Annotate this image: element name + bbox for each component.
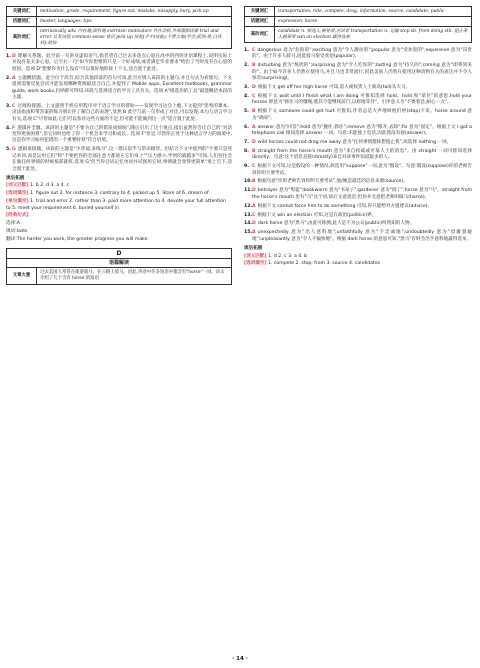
answer-explanation: straight from the horse's mouth 意为"来自权威或可靠人士的消息"。由 straight 一词可推知选择 directly。句意:这个消息直接(directly)来自对该事件知道最多的人。 xyxy=(252,148,472,161)
item-number: 11. xyxy=(244,188,253,194)
classic-sentence xyxy=(6,213,232,219)
item-number: 1. xyxy=(244,48,249,53)
answer-letter: C xyxy=(252,212,256,218)
section-tag: [选词填空] xyxy=(244,261,267,267)
phrase-match xyxy=(244,254,472,260)
section-tag: [经典句式] xyxy=(6,213,29,219)
answer-item xyxy=(244,85,472,91)
vocab-value: intrinsically adv. 内在地;固有地 extrinsic motivators 外在动机,外部激励因素 trial and error 反复试验 common sense 常识 pick up 拾起(手中)技能;(不费力地)学会;获得;染上(疾病);收拾 xyxy=(37,27,232,49)
answer-letter: G xyxy=(12,147,16,153)
answer-explanation: 理解关系题。此空前一句讲及虚拟语气,指者望自己过去多花点心思在高中的西班牙语课程上,说明实际上并没有花太多心思。后空后一句"如今你想要的只是一个好成绩,或者满足毕业要求"给出了当时没有在心思的原因。选项 D"想要你为什么没有"可以很好地衔接上下文,适合置于此处。 xyxy=(12,54,232,72)
answer-letter: B xyxy=(252,179,256,185)
item-number: 8. xyxy=(244,148,249,154)
item-number: 2. xyxy=(6,75,11,81)
vocab-label: 高阶词汇 xyxy=(245,27,275,43)
item-number: 15. xyxy=(244,230,253,236)
answer-explanation: 根据下文可知,这是假设的一种情况,故选用"suppose"一词,意为"假设"。句意:假设(suppose)你的老师告诉你明天要考试。 xyxy=(252,164,472,176)
vocab-row xyxy=(7,27,232,49)
answer-item xyxy=(244,109,472,122)
answer-explanation: dangerous 意为"危险的";exciting 意为"令人激动的";popular 意为"受欢迎的";expensive 意为"昂贵的"。由于许多人骑马,因此骑马很受欢迎(popular)。 xyxy=(252,48,472,60)
answer-explanation: 根据下文 wait until I finish what I am doing 可推知选择 hold。hold 和"拿住"的意思,hold your horses 即意为"抓住马的缰绳,使其不能继续前行,以原地等待"。引申意义为"不要着急,耐心一点"。 xyxy=(252,93,472,106)
right-vocab-table xyxy=(244,6,472,43)
summary-title: 读后拓展 xyxy=(244,246,263,252)
vocab-row xyxy=(245,27,472,43)
answer-letter: A xyxy=(252,203,256,209)
vocab-value: candidate n. 候选人,候补者;应试者 transportation n. 运输 stop sb. from doing sth. 阻止某人做某事 win an election 赢得选举 xyxy=(275,27,472,43)
left-column xyxy=(6,6,232,285)
answer-item xyxy=(244,48,472,61)
answer-letter: C xyxy=(252,164,256,170)
item-number: 4. xyxy=(244,93,249,99)
guide-table xyxy=(6,267,232,285)
classic-line: 选择:A xyxy=(6,221,20,227)
answer-letter: C xyxy=(252,93,256,99)
answer-letter: D xyxy=(252,139,256,145)
vocab-label: 话题词汇 xyxy=(7,17,37,27)
vocab-value: transportation, ride, compete, drag, information, source, candidate, public xyxy=(275,7,472,17)
part-heading: D xyxy=(6,248,232,258)
phrase-match xyxy=(6,183,232,189)
vocab-row xyxy=(7,17,232,27)
answer-explanation: 逻辑补全题。该段的主题是"不要为自己的错误而烦恼",随后引出了这个观点,指出虽然你会让自己的"对话变得更加困难",但它同时也给了你一个机会来学习和成长。选项 F"但是,尽管你正处于这种语言学习的困境中,这是你学习如何犯错的一个重要时刻"符合语境。 xyxy=(12,125,232,144)
vocab-value: master, languages, tips xyxy=(37,17,232,27)
answer-item xyxy=(244,188,472,201)
item-number: 2. xyxy=(244,63,249,69)
answer-explanation: 根据下文 get off her high horse 可知,富人或权贵人士骑高(tall)头大马。 xyxy=(257,85,411,91)
phrase-match-answers: 1. d 2. c 3. a 4. b xyxy=(268,253,307,259)
answer-letter: D xyxy=(252,221,256,227)
answer-letter: F xyxy=(12,125,16,131)
item-number: 3. xyxy=(6,103,11,109)
answer-item xyxy=(244,204,472,210)
answer-letter: A xyxy=(252,230,256,236)
fill-blank xyxy=(244,261,472,267)
sentence-fill xyxy=(6,199,232,212)
answer-explanation: 根据句意"你的老师告诉你明天要考试",他/她是最佳的信息来源(source)。 xyxy=(257,179,408,185)
answer-letter: D xyxy=(12,54,16,59)
answer-letter: B xyxy=(252,109,256,115)
section-tag: [词义匹配] xyxy=(244,253,267,259)
item-number: 9. xyxy=(244,164,249,170)
vocab-row xyxy=(245,7,472,17)
fill-blank xyxy=(6,191,232,197)
answer-explanation: answer 意为"回答";hold 意为"握住,抓住";remove 意为"移开,去除";fix 意为"固定"。根据上文 I got a telephone call 推知选择 answer 一词。句意:未能接上电话,因此我没有接(answer)。 xyxy=(252,124,472,136)
vocab-label: 关键词汇 xyxy=(245,7,275,17)
guide-text: 过去美国人常常在街道骑马、在公路上骑马。因此,英语中许多短语中都含有"horse"一词。该文介绍了几个含有 horse 的短语 xyxy=(37,267,232,284)
answer-explanation: 根据下文 cannot force him to do something 可知,你只能给对方提建议(advice)。 xyxy=(257,203,433,209)
left-vocab-table xyxy=(6,6,232,49)
vocab-value: motivation, grade, requirement, figure out, mistake, misapply, bury, pick up xyxy=(37,7,232,17)
item-number: 4. xyxy=(6,125,11,131)
section-tag: [单句填空] xyxy=(6,199,29,205)
item-number: 12. xyxy=(244,203,253,209)
item-number: 1. xyxy=(6,54,11,59)
item-number: 13. xyxy=(244,212,253,218)
answer-explanation: wild horses could not drag me away 意为"任何事情都休想阻止我",故选择 nothing 一词。 xyxy=(257,139,452,145)
guide-label: 文章大意 xyxy=(7,267,37,284)
item-number: 6. xyxy=(244,124,249,130)
answer-explanation: 逻辑承接题。该段的主题是"少背诵,多练习",这一建议似乎与常识相悖。但结合下文中提到的"不要只是死记单词,而是运用它们"和"不要把你的全部注意力都放在它们身上""压力感小,学到的就越多"可知,人们往往会在做任何事情的时候按部就班,选项 G"但当你尝试记忆单词并试图用它时,事情就会变得更简单"承上启下,适合置于此处。 xyxy=(12,147,232,172)
answer-letter: A xyxy=(12,75,16,81)
answer-item xyxy=(244,125,472,138)
answer-explanation: 过渡衔接题。上文提到手机应用程序对于语言学习的帮助——发现学习这会上瘾,下文提到"优秀的课本、语法指南和带答案的练习册让你了解自己的表现",显然 B 此空与前一句形成了对比,可以发现,本句与语言学习有关,选项 C"尽管如此,它们可以弥补这些方面的不足,但可能不能做到这一点"适合置于此处。 xyxy=(12,103,232,122)
section-tag: [选词填空] xyxy=(6,191,29,197)
vocab-value: expression, horse xyxy=(275,17,472,27)
answer-item xyxy=(244,149,472,162)
guide-title: 语篇解读 xyxy=(6,258,232,267)
vocab-row xyxy=(245,17,472,27)
vocab-label: 高阶词汇 xyxy=(7,27,37,49)
classic-line: 翻译:The harder you work, the greater progress you will make. xyxy=(6,237,149,243)
answer-item xyxy=(6,147,232,173)
right-column xyxy=(244,6,472,269)
fill-answers: 1. figure out 2. for instance 3. contrary to 4. picked up 5. Stare at 6. dream of xyxy=(30,191,209,197)
answer-letter: A xyxy=(252,124,256,130)
answer-item xyxy=(6,126,232,145)
answer-explanation: 根据下文 win an election 可知,这是在政治(politics)界。 xyxy=(257,212,377,218)
vocab-label: 关键词汇 xyxy=(7,7,37,17)
answer-item xyxy=(244,221,472,227)
answer-explanation: 主题概括题。此空位于段首,结合其他段落的首句可知,此空应填入该段的主题句,并且句式为祈使句。下文提到需要反复尝试才能发现哪种资源最适合自己,并提到了 Mobile apps, Excellent textbooks, grammar guide, work books,归纳即可得知,该段与选择适合的学习工具有关。选项 A"挑选你的工具"最能概括本段的主题。 xyxy=(12,75,232,100)
answer-item xyxy=(6,76,232,102)
item-number: 7. xyxy=(244,139,249,145)
right-answers xyxy=(244,48,472,243)
fill-answers: 1. compete 2. stop; from 3. source 4. candidates xyxy=(268,261,381,267)
answer-explanation: disturbing 意为"烦扰的";surprising 意为"令人吃惊的";lasting 意为"持久的";coming 意为"即将到来的"。由于如今许多人仍然在使用马,并且马也非常流行,因此美国人仍然在使用这种动物有关的表达并不令人惊奇(surprising)。 xyxy=(252,63,472,82)
answer-letter: D xyxy=(252,85,256,91)
sentence-fill-answers: 1. trial and error 2. rather than 3. paid more attention to 4. devote your full attention to 5. meet your requirement 6. buried yourself in xyxy=(6,199,226,211)
item-number: 3. xyxy=(244,85,249,91)
answer-item xyxy=(244,230,472,243)
answer-letter: B xyxy=(252,148,256,154)
answer-item xyxy=(244,164,472,177)
answer-item xyxy=(6,54,232,73)
answer-letter: C xyxy=(252,48,256,53)
answer-item xyxy=(244,179,472,185)
answer-item xyxy=(244,94,472,107)
item-number: 5. xyxy=(6,147,11,153)
answer-item xyxy=(244,140,472,146)
answer-explanation: dark horse 意为"黑马",由此可推测,此人是不为公众(public)所熟知的人物。 xyxy=(257,221,415,227)
left-answers xyxy=(6,54,232,173)
answer-item xyxy=(6,104,232,123)
vocab-label: 话题词汇 xyxy=(245,17,275,27)
classic-line: 填词:lasts xyxy=(6,229,28,235)
guide-row xyxy=(7,267,232,284)
vocab-row xyxy=(7,7,232,17)
section-tag: [词义匹配] xyxy=(6,183,29,189)
item-number: 5. xyxy=(244,109,249,115)
item-number: 10. xyxy=(244,179,253,185)
item-number: 14. xyxy=(244,221,253,227)
page-number: · 14 · xyxy=(232,656,248,662)
answer-item xyxy=(244,213,472,219)
answer-explanation: unexpectedly 意为"出人意料地";unfaithfully 意为"不忠诚地";undoubtedly 意为"毋庸置疑地";unpleasantly 意为"令人不愉快地"。根据 dark horse 的意思可知,"黑马"有时会出乎意料地赢得选举。 xyxy=(252,230,472,242)
phrase-match-answers: 1. b 2. d 3. a 4. c xyxy=(30,183,69,189)
answer-letter: C xyxy=(12,103,16,109)
answer-item xyxy=(244,63,472,82)
answer-explanation: betrayer 意为"叛徒";bookworm 意为"书呆子";gardener 意为"园丁";horse 意为"马"。straight from the horse's mouth 里有"马"这个词,故后文意思是:但你并无意把老师叫做马(horse)。 xyxy=(252,188,472,200)
answer-letter: B xyxy=(252,63,256,69)
answer-explanation: 根据下文 someone could get hurt 可推知,作者总是大声地叫他们停(stop)下来。horse around 意为"胡闹"。 xyxy=(252,109,472,121)
summary-title: 读后拓展 xyxy=(6,175,25,181)
answer-letter: D xyxy=(252,188,256,194)
